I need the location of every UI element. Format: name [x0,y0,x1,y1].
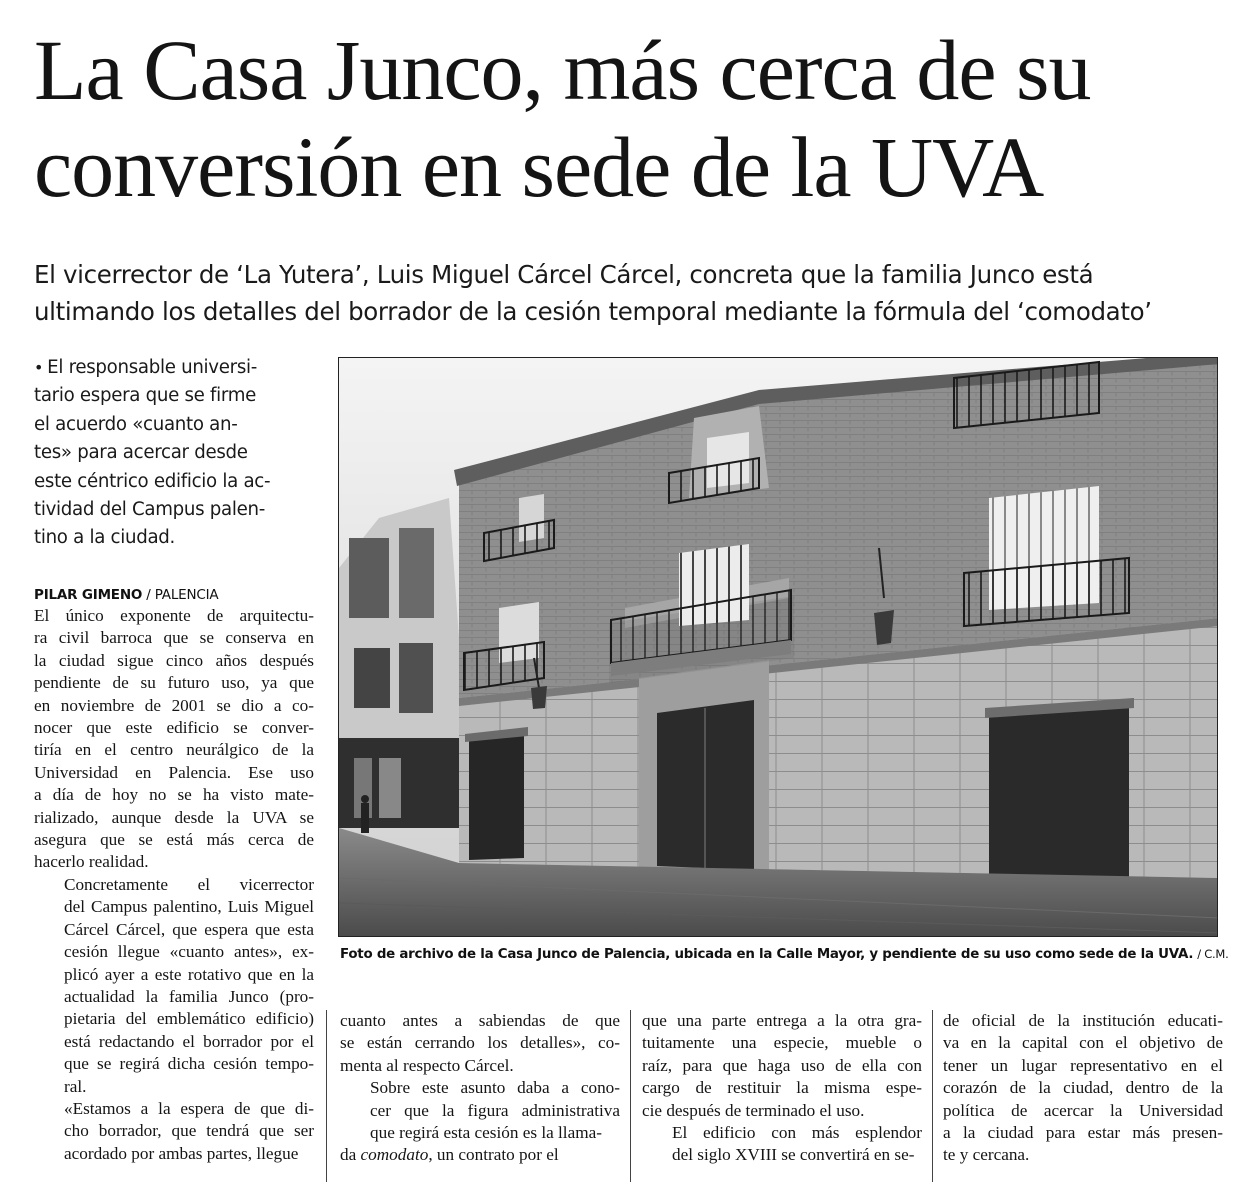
article-line: a día de hoy no se ha visto mate- [34,785,314,805]
article-line: El edificio con más esplendor [672,1123,922,1143]
article-paragraph [34,605,314,874]
article-column-4 [943,1010,1223,1167]
article-line: cesión llegue «cuanto antes», ex- [64,942,314,962]
article-line: que se regirá dicha cesión tempo- [64,1054,314,1074]
article-paragraph [340,1077,620,1144]
building-photo [338,357,1218,937]
article-line: asegura que se está más cerca de [34,830,314,850]
article-line: da comodato, un contrato por el [340,1145,559,1165]
article-line: cuanto antes a sabiendas de que [340,1011,620,1030]
summary-line: tario espera que se firme [34,385,257,407]
article-line: actualidad la familia Junco (pro- [64,986,314,1006]
comodato-term: comodato [360,1145,429,1165]
article-line: plicó ayer a este rotativo que en la [64,964,314,984]
article-line: a la ciudad para estar más presen- [943,1123,1223,1143]
article-line: tener un lugar representativo en el [943,1055,1223,1075]
article-line: tiría en el centro neurálgico de la [34,740,314,760]
column-divider [932,1010,933,1182]
article-line: cho borrador, que tendrá que ser [64,1121,314,1141]
byline-separator: / [142,587,155,603]
subheadline-line-1: El vicerrector de ‘La Yutera’, Luis Miguel Cárcel Cárcel, concreta que la familia Junco está [34,260,1094,289]
article-line: que regirá esta cesión es la llama- [370,1123,602,1143]
article-line: ral. [64,1076,87,1096]
headline-line-2: conversión en sede de la UVA [34,119,1044,215]
article-line: Universidad en Palencia. Ese uso [34,762,314,782]
subheadline-line-2: ultimando los detalles del borrador de la cesión temporal mediante la fórmula del ‘comodato’ [34,297,1152,326]
headline [34,22,1224,216]
article-paragraph [642,1122,922,1167]
article-line: del siglo XVIII se convertirá en se- [672,1145,915,1165]
summary-box [34,354,286,553]
article-line: nocer que este edificio se conver- [34,718,314,738]
article-line: en noviembre de 2001 se dio a co- [34,695,314,715]
article-line: cargo de restituir la misma espe- [642,1078,922,1098]
summary-line: tividad del Campus palen- [34,499,265,521]
article-paragraph [34,1098,314,1165]
article-paragraph [34,874,314,1098]
article-line: del Campus palentino, Luis Miguel [64,897,314,917]
column-divider [630,1010,631,1182]
photo-credit: / C.M. [1197,947,1229,961]
article-line: cer que la figura administrativa [370,1100,620,1120]
casa-junco-illustration [339,358,1218,937]
article-paragraph [642,1010,922,1122]
article-line: de oficial de la institución educati- [943,1011,1223,1030]
article-paragraph [340,1010,620,1077]
article-line: Sobre este asunto daba a cono- [370,1078,620,1098]
summary-line: El responsable universi- [47,357,258,378]
article-line: El único exponente de arquitectu- [34,606,314,625]
article-line: pietaria del emblemático edificio) [64,1009,314,1029]
article-line: va en la capital con el objetivo de [943,1033,1223,1053]
column-divider [326,1010,327,1182]
article-line: rializado, aunque desde la UVA se [34,807,314,827]
article-paragraph [943,1010,1223,1167]
article-column-2 [340,1010,620,1167]
caption-text: Foto de archivo de la Casa Junco de Palencia, ubicada en la Calle Mayor, y pendiente de su uso como sede de la UVA. [340,947,1194,962]
article-line: ra civil barroca que se conserva en [34,628,314,648]
article-line: Cárcel Cárcel, que espera que esta [64,919,314,939]
article-line: cie después de terminado el uso. [642,1100,865,1120]
article-line: corazón de la ciudad, dentro de la [943,1078,1223,1098]
byline-place: PALENCIA [154,587,219,603]
summary-line: el acuerdo «cuanto an- [34,413,238,435]
article-line: raíz, para que haga uso de ella con [642,1055,922,1075]
article-line: política de acercar la Universidad [943,1100,1223,1120]
article-column-1 [34,605,314,1165]
subheadline [34,256,1224,330]
article-line: está redactando el borrador por el [64,1031,314,1051]
headline-line-1: La Casa Junco, más cerca de su [34,22,1091,118]
summary-line: este céntrico edificio la ac- [34,470,271,492]
summary-line: tino a la ciudad. [34,527,176,549]
article-line: te y cercana. [943,1145,1030,1165]
summary-line: tes» para acercar desde [34,442,248,464]
byline [34,586,324,604]
article-line: se están cerrando los detalles», co- [340,1033,620,1053]
article-column-3 [642,1010,922,1167]
article-line: menta al respecto Cárcel. [340,1055,514,1075]
photo-caption [340,944,1229,965]
article-line: que una parte entrega a la otra gra- [642,1011,922,1030]
article-line: hacerlo realidad. [34,852,149,872]
article-line: tuitamente una especie, mueble o [642,1033,922,1053]
byline-author: PILAR GIMENO [34,587,143,603]
article-line: pendiente de su futuro uso, ya que [34,673,314,693]
article-line: la ciudad sigue cinco años después [34,650,314,670]
article-line: Concretamente el vicerrector [64,874,314,894]
bullet-icon: • [34,358,44,377]
article-line: acordado por ambas partes, llegue [64,1143,299,1163]
article-line: «Estamos a la espera de que di- [64,1098,314,1118]
